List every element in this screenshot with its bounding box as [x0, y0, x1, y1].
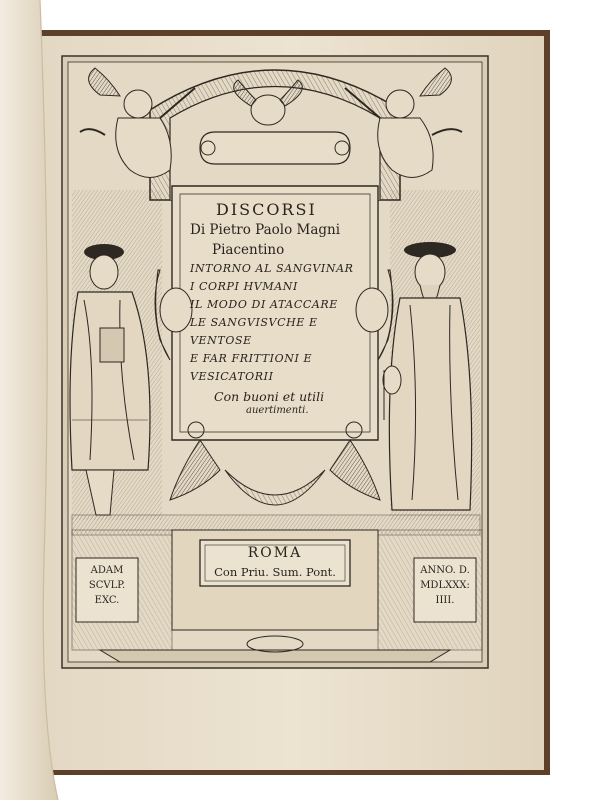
subtitle-line-4: LE SANGVISVCHE E	[190, 316, 318, 329]
scroll-ornament	[200, 132, 350, 164]
subtitle-line-8: Con buoni et utili	[214, 389, 325, 404]
left-plate-line-3: EXC.	[94, 595, 120, 606]
left-plate-line-1: ADAM	[90, 565, 124, 576]
title-discorsi: DISCORSI	[216, 200, 317, 219]
right-plate-line-1: ANNO. D.	[420, 565, 470, 576]
right-plate-line-2: MDLXXX:	[420, 580, 470, 591]
subtitle-line-9: auertimenti.	[246, 405, 309, 416]
subtitle-line-7: VESICATORII	[190, 370, 274, 383]
left-plate-text	[76, 563, 138, 608]
subtitle-line-6: E FAR FRITTIONI E	[190, 352, 313, 365]
place-roma: ROMA	[247, 545, 303, 561]
author-origin: Piacentino	[212, 242, 285, 258]
author-line: Di Pietro Paolo Magni	[190, 222, 341, 238]
privilege-line: Con Priu. Sum. Pont.	[214, 565, 336, 579]
subtitle-line-2: I CORPI HVMANI	[190, 280, 298, 293]
right-plate-text	[414, 563, 476, 608]
subtitle-line-1: INTORNO AL SANGVINAR	[190, 262, 354, 275]
subtitle-line-5: VENTOSE	[190, 334, 252, 347]
left-plate-line-2: SCVLP.	[88, 580, 126, 591]
subtitle-line-3: IL MODO DI ATACCARE	[190, 298, 338, 311]
right-plate-line-3: IIII.	[435, 595, 455, 606]
